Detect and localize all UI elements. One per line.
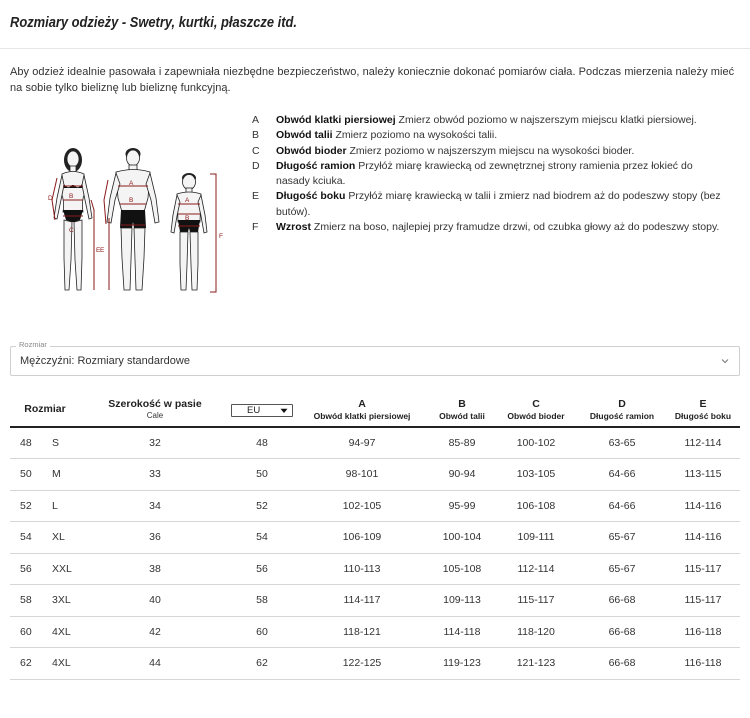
table-cell-d: 66-68 [578,616,666,648]
table-header-row [10,392,740,427]
table-cell-b: 100-104 [430,522,494,554]
table-row [10,427,740,459]
col-header-b: B Obwód talii [430,392,494,427]
table-cell-num: 48 [10,427,36,459]
table-cell-waist: 36 [80,522,230,554]
table-cell-size: L [36,490,80,522]
title-divider [0,48,750,49]
intro-text: Aby odzież idealnie pasowała i zapewniała niezbędne bezpieczeństwo, należy koniecznie dokonać pomiarów ciała. Podczas mierzenia należy mieć na sobie tylko bieliznę lub bieliznę funkcyjną. [10,66,735,94]
measurement-item [252,189,722,220]
size-category-select[interactable] [10,346,740,376]
measurement-item [252,144,722,159]
measurement-instructions [252,113,722,235]
col-header-e: E Długość boku [666,392,740,427]
table-cell-a: 122-125 [294,648,430,680]
man-figure [100,148,159,290]
table-cell-b: 105-108 [430,553,494,585]
table-row [10,585,740,617]
col-header-c-sub: Obwód bioder [507,410,565,421]
measurement-name: Długość boku [276,190,346,203]
table-cell-a: 94-97 [294,427,430,459]
measurement-letter: D [252,159,260,172]
table-cell-eu: 50 [230,459,294,491]
table-row [10,616,740,648]
table-cell-eu: 54 [230,522,294,554]
col-header-size: Rozmiar [10,392,80,427]
table-cell-e: 113-115 [666,459,740,491]
table-cell-a: 110-113 [294,553,430,585]
table-cell-e: 114-116 [666,490,740,522]
table-cell-a: 98-101 [294,459,430,491]
table-cell-eu: 48 [230,427,294,459]
table-cell-size: M [36,459,80,491]
table-row [10,490,740,522]
table-cell-num: 54 [10,522,36,554]
table-cell-e: 114-116 [666,522,740,554]
table-cell-c: 100-102 [494,427,578,459]
table-cell-e: 116-118 [666,616,740,648]
label-d-woman: D [48,195,53,202]
col-header-unit [230,392,294,427]
table-cell-size: XXL [36,553,80,585]
measurement-description: Zmierz obwód poziomo w najszerszym miejscu klatki piersiowej. [395,114,697,126]
col-header-d: D Długość ramion [578,392,666,427]
chevron-down-icon [719,355,731,367]
table-cell-d: 66-68 [578,648,666,680]
table-cell-waist: 32 [80,427,230,459]
label-a-man: A [129,180,134,187]
table-cell-d: 65-67 [578,522,666,554]
table-row [10,648,740,680]
table-cell-num: 52 [10,490,36,522]
measurement-item [252,113,722,128]
measurement-name: Wzrost [276,221,311,234]
body-measurement-figures [40,140,250,308]
measurement-description: Przyłóż miarę krawiecką od zewnętrznej strony ramienia przez łokieć do nasady kciuka. [276,159,693,188]
table-cell-num: 58 [10,585,36,617]
measurement-description: Zmierz poziomo w najszerszym miejscu na wysokości bioder. [346,144,635,157]
table-cell-eu: 56 [230,553,294,585]
table-cell-a: 114-117 [294,585,430,617]
table-cell-c: 115-117 [494,585,578,617]
col-header-d-sub: Długość ramion [589,410,655,421]
body-figures-illustration [40,140,250,308]
table-cell-c: 121-123 [494,648,578,680]
table-cell-size: 4XL [36,616,80,648]
table-cell-waist: 38 [80,553,230,585]
measurement-description: Zmierz poziomo na wysokości talii. [332,129,498,142]
table-cell-eu: 58 [230,585,294,617]
measurement-letter: C [252,144,260,157]
chevron-down-icon [280,408,288,414]
size-category-value: Mężczyźni: Rozmiary standardowe [20,355,190,367]
table-cell-eu: 62 [230,648,294,680]
table-cell-num: 62 [10,648,36,680]
table-row [10,522,740,554]
label-c-woman: C [69,227,74,234]
col-header-waist-unit: Cale [146,411,164,420]
col-header-a-sub: Obwód klatki piersiowej [313,410,411,421]
table-cell-eu: 52 [230,490,294,522]
label-f-child: F [219,233,223,240]
table-cell-a: 106-109 [294,522,430,554]
table-cell-waist: 44 [80,648,230,680]
unit-select-value: EU [247,405,261,416]
table-cell-size: S [36,427,80,459]
table-cell-a: 118-121 [294,616,430,648]
table-cell-waist: 34 [80,490,230,522]
table-cell-waist: 33 [80,459,230,491]
table-cell-d: 66-68 [578,585,666,617]
table-cell-e: 116-118 [666,648,740,680]
label-b-man: B [129,197,134,204]
measurement-name: Obwód talii [276,129,333,142]
table-cell-b: 95-99 [430,490,494,522]
col-header-a: A Obwód klatki piersiowej [294,392,430,427]
measurement-item [252,220,722,235]
table-cell-c: 106-108 [494,490,578,522]
label-b-child: B [185,215,190,222]
table-cell-num: 50 [10,459,36,491]
child-figure [171,173,223,292]
table-cell-b: 114-118 [430,616,494,648]
measurement-description: Przyłóż miarę krawiecką w talii i zmierz nad biodrem aż do podeszwy stopy (bez butów). [276,190,721,218]
table-cell-b: 90-94 [430,459,494,491]
table-cell-c: 109-111 [494,522,578,554]
table-cell-size: XL [36,522,80,554]
table-cell-e: 115-117 [666,553,740,585]
label-b-woman: B [69,193,74,200]
table-cell-d: 64-66 [578,490,666,522]
table-cell-d: 63-65 [578,427,666,459]
measurement-letter: B [252,129,260,142]
table-cell-e: 112-114 [666,427,740,459]
col-header-waist: Szerokość w pasie Cale [80,392,230,427]
table-cell-c: 112-114 [494,553,578,585]
table-row [10,553,740,585]
table-cell-c: 118-120 [494,616,578,648]
measurement-name: Obwód klatki piersiowej [276,114,396,126]
measurement-item [252,159,722,190]
measurement-letter: A [252,114,260,126]
table-row [10,459,740,491]
page-title: Rozmiary odzieży - Swetry, kurtki, płaszcze itd. [10,14,297,31]
table-cell-b: 119-123 [430,648,494,680]
label-a-child: A [185,197,190,204]
measurement-description: Zmierz na boso, najlepiej przy framudze drzwi, od czubka głowy aż do podeszwy stopy. [311,221,720,234]
table-cell-a: 102-105 [294,490,430,522]
table-cell-num: 56 [10,553,36,585]
table-cell-d: 64-66 [578,459,666,491]
unit-select[interactable] [231,404,293,417]
measurement-letter: E [252,190,260,203]
table-cell-size: 4XL [36,648,80,680]
col-header-b-sub: Obwód talii [439,410,485,421]
label-e-man: E [100,247,105,254]
table-cell-c: 103-105 [494,459,578,491]
measurement-letter: F [252,221,259,234]
col-header-e-sub: Długość boku [674,410,732,421]
table-cell-b: 109-113 [430,585,494,617]
table-cell-eu: 60 [230,616,294,648]
measurement-name: Długość ramion [276,159,356,172]
size-table [10,392,740,680]
table-cell-size: 3XL [36,585,80,617]
table-cell-d: 65-67 [578,553,666,585]
label-e-woman: E [96,247,101,254]
measurement-name: Obwód bioder [276,144,347,157]
table-cell-waist: 40 [80,585,230,617]
woman-figure [48,148,101,290]
table-cell-b: 85-89 [430,427,494,459]
col-header-c: C Obwód bioder [494,392,578,427]
size-select-label: Rozmiar [16,340,50,349]
table-cell-e: 115-117 [666,585,740,617]
table-cell-num: 60 [10,616,36,648]
table-cell-waist: 42 [80,616,230,648]
measurement-item [252,128,722,143]
